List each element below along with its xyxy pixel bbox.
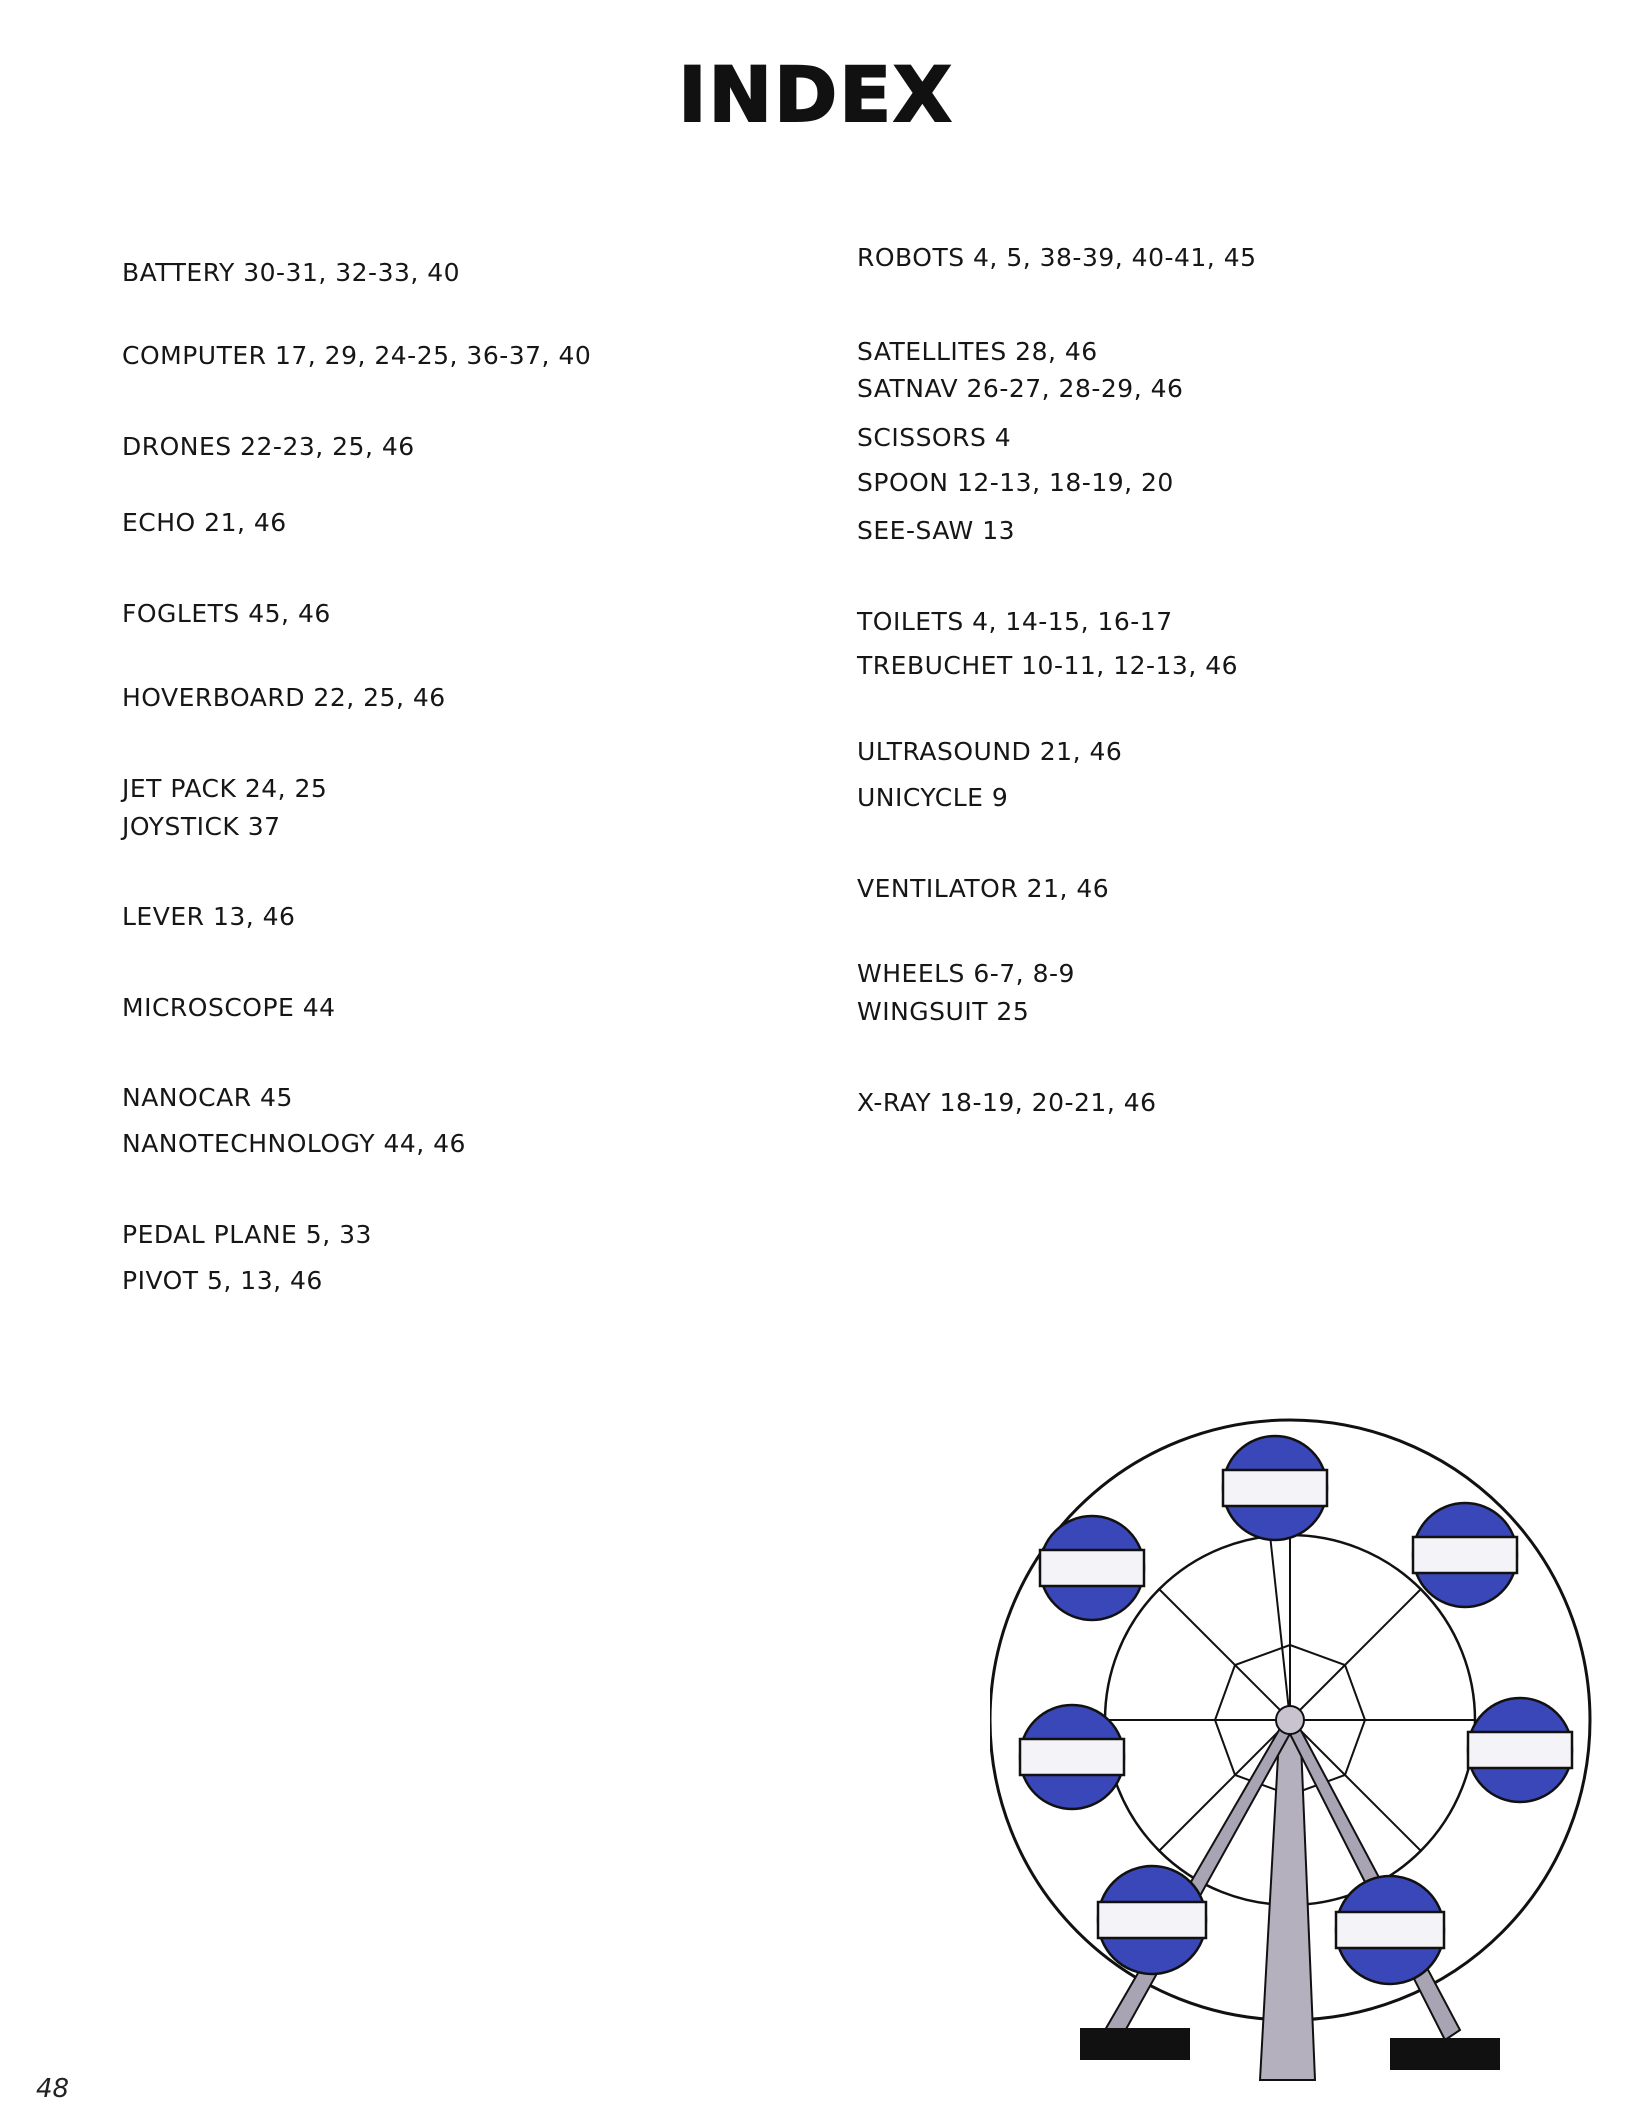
index-entry-joystick: JOYSTICK 37 [122, 812, 281, 841]
index-entry-unicycle: UNICYCLE 9 [857, 783, 1009, 812]
index-entry-drones: DRONES 22-23, 25, 46 [122, 432, 415, 461]
index-entry-scissors: SCISSORS 4 [857, 423, 1012, 452]
index-entry-foglets: FOGLETS 45, 46 [122, 599, 331, 628]
index-entry-computer: COMPUTER 17, 29, 24-25, 36-37, 40 [122, 341, 592, 370]
index-entry-nanotechnology: NANOTECHNOLOGY 44, 46 [122, 1129, 466, 1158]
index-entry-echo: ECHO 21, 46 [122, 508, 287, 537]
index-entry-pedal-plane: PEDAL PLANE 5, 33 [122, 1220, 372, 1249]
index-entry-robots: ROBOTS 4, 5, 38-39, 40-41, 45 [857, 243, 1257, 272]
index-entry-satellites: SATELLITES 28, 46 [857, 337, 1098, 366]
ferris-wheel-icon [990, 1400, 1610, 2100]
index-entry-spoon: SPOON 12-13, 18-19, 20 [857, 468, 1174, 497]
index-entry-trebuchet: TREBUCHET 10-11, 12-13, 46 [857, 651, 1239, 680]
index-entry-wingsuit: WINGSUIT 25 [857, 997, 1030, 1026]
index-entry-microscope: MICROSCOPE 44 [122, 993, 336, 1022]
ferris-wheel-illustration [990, 1400, 1610, 2100]
index-entry-toilets: TOILETS 4, 14-15, 16-17 [857, 607, 1173, 636]
page-number: 48 [36, 2074, 70, 2104]
index-entry-satnav: SATNAV 26-27, 28-29, 46 [857, 374, 1184, 403]
index-entry-pivot: PIVOT 5, 13, 46 [122, 1266, 323, 1295]
index-entry-lever: LEVER 13, 46 [122, 902, 296, 931]
index-entry-x-ray: X-RAY 18-19, 20-21, 46 [857, 1088, 1157, 1117]
page-title: INDEX [678, 50, 954, 139]
index-entry-wheels: WHEELS 6-7, 8-9 [857, 959, 1075, 988]
index-entry-hoverboard: HOVERBOARD 22, 25, 46 [122, 683, 446, 712]
index-entry-see-saw: SEE-SAW 13 [857, 516, 1016, 545]
index-entry-jet-pack: JET PACK 24, 25 [122, 774, 328, 803]
index-entry-ultrasound: ULTRASOUND 21, 46 [857, 737, 1123, 766]
index-entry-ventilator: VENTILATOR 21, 46 [857, 874, 1110, 903]
index-entry-battery: BATTERY 30-31, 32-33, 40 [122, 258, 461, 287]
index-entry-nanocar: NANOCAR 45 [122, 1083, 293, 1112]
